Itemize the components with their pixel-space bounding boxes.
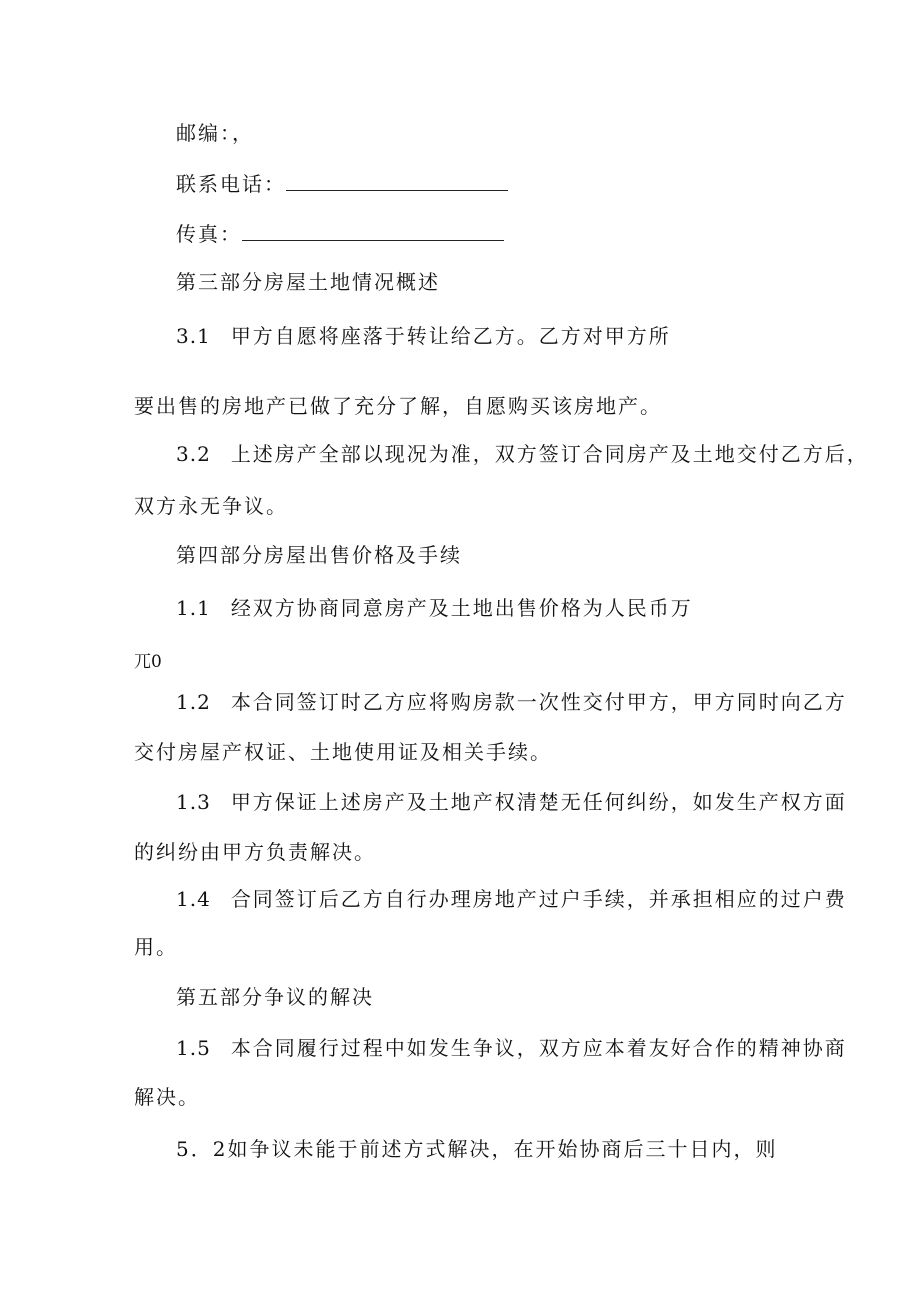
postcode-line <box>176 121 254 145</box>
clause-1-3-line-2: 的纠纷由甲方负责解决。 <box>134 840 376 864</box>
clause-1-3-text: 甲方保证上述房产及土地产权清楚无任何纠纷，如发生产权方面 <box>230 790 847 814</box>
fax-blank <box>242 222 504 241</box>
clause-1-5-number: 1.5 <box>176 1036 211 1060</box>
part4-heading: 第四部分房屋出售价格及手续 <box>176 543 462 567</box>
clause-1-2-line-2: 交付房屋产权证、土地使用证及相关手续。 <box>134 740 552 764</box>
part3-heading: 第三部分房屋土地情况概述 <box>176 270 440 294</box>
clause-1-2-line-1 <box>176 690 847 714</box>
fax-line <box>176 222 504 246</box>
fax-label: 传真： <box>176 222 242 246</box>
clause-3-2-line-2: 双方永无争议。 <box>134 494 288 518</box>
clause-1-2-text: 本合同签订时乙方应将购房款一次性交付甲方，甲方同时向乙方 <box>230 690 847 714</box>
clause-1-5-line-1 <box>176 1036 847 1060</box>
clause-1-5-text: 本合同履行过程中如发生争议，双方应本着友好合作的精神协商 <box>230 1036 847 1060</box>
clause-5-2-line: 5．2如争议未能于前述方式解决，在开始协商后三十日内，则 <box>176 1137 778 1161</box>
clause-1-4-text: 合同签订后乙方自行办理房地产过户手续，并承担相应的过户费 <box>230 887 847 911</box>
clause-3-1-text: 甲方自愿将座落于转让给乙方。乙方对甲方所 <box>230 324 671 348</box>
clause-1-1-line-2: 兀0 <box>134 652 162 672</box>
part5-heading: 第五部分争议的解决 <box>176 985 374 1009</box>
clause-1-5-line-2: 解决。 <box>134 1085 200 1109</box>
clause-3-2-text: 上述房产全部以现况为准，双方签订合同房产及土地交付乙方后， <box>230 442 869 466</box>
clause-1-1-line-1 <box>176 596 693 620</box>
clause-3-1-line-2: 要出售的房地产已做了充分了解，自愿购买该房地产。 <box>134 394 662 418</box>
phone-line <box>176 172 508 196</box>
clause-3-2-number: 3.2 <box>176 442 211 466</box>
clause-1-4-line-2: 用。 <box>134 935 178 959</box>
clause-1-3-line-1 <box>176 790 847 814</box>
clause-3-1-number: 3.1 <box>176 324 211 348</box>
phone-blank <box>286 172 508 191</box>
clause-1-3-number: 1.3 <box>176 790 211 814</box>
clause-1-1-number: 1.1 <box>176 596 211 620</box>
phone-label: 联系电话： <box>176 172 286 196</box>
clause-1-4-line-1 <box>176 887 847 911</box>
clause-1-1-text: 经双方协商同意房产及土地出售价格为人民币万 <box>230 596 693 620</box>
postcode-label: 邮编：， <box>176 121 254 145</box>
clause-3-2-line-1 <box>176 442 869 466</box>
clause-1-2-number: 1.2 <box>176 690 211 714</box>
clause-3-1-line-1 <box>176 324 671 348</box>
clause-1-4-number: 1.4 <box>176 887 211 911</box>
